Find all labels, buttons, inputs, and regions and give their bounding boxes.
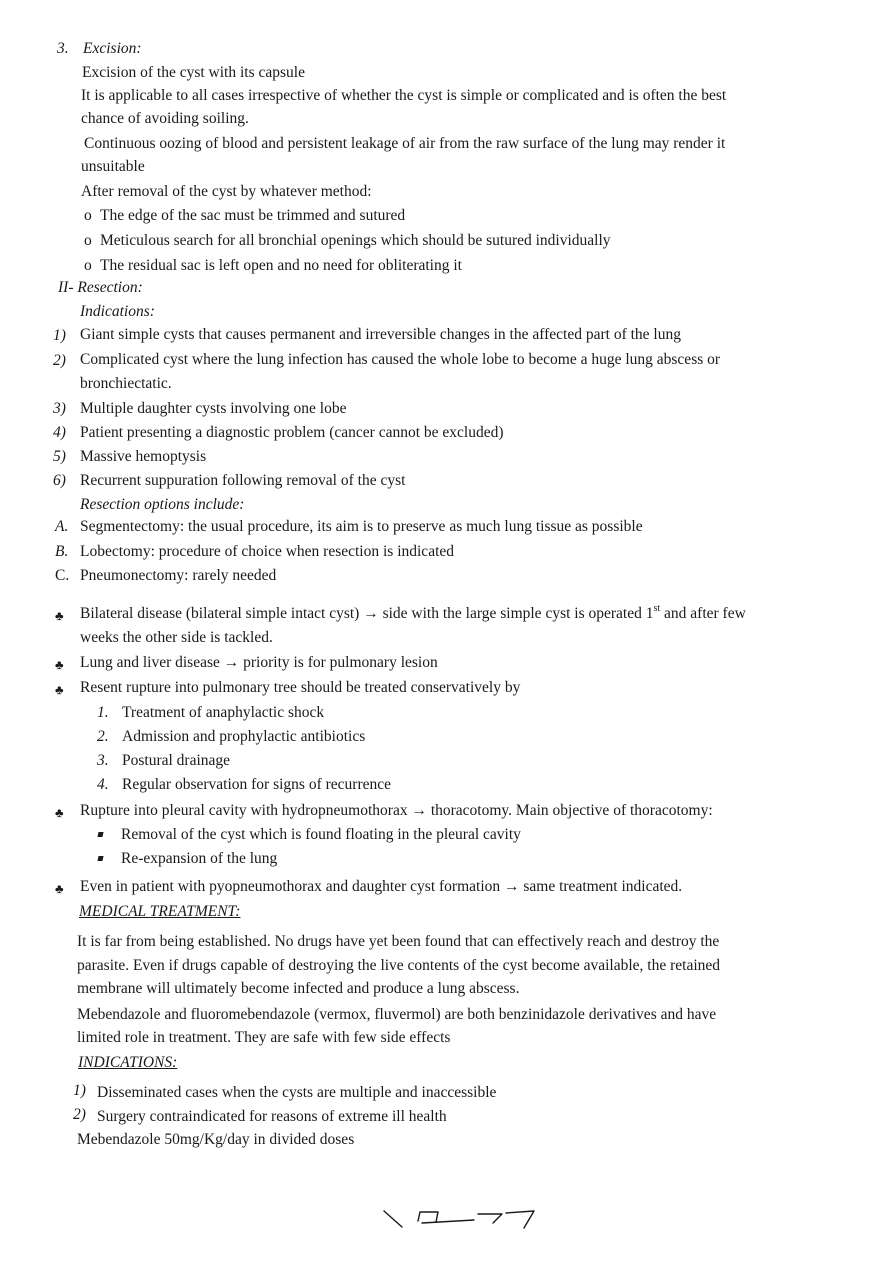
medical-paragraph-line: membrane will ultimately become infected and produce a lung abscess. (77, 980, 520, 997)
conservative-item: Treatment of anaphylactic shock (122, 704, 325, 721)
club-bullet-icon: ♣ (55, 881, 64, 896)
medical-paragraph-line: It is far from being established. No drugs have yet been found that can effectively reach and destroy the (77, 933, 720, 950)
list-number: 3. (97, 752, 109, 769)
club-bullet-icon: ♣ (55, 608, 64, 623)
conservative-item: Admission and prophylactic antibiotics (122, 728, 366, 745)
excision-bullet: The edge of the sac must be trimmed and sutured (100, 207, 406, 224)
resection-option: Lobectomy: procedure of choice when resection is indicated (80, 543, 455, 560)
thoracotomy-item: Re-expansion of the lung (121, 850, 278, 867)
medical-paragraph-line: parasite. Even if drugs capable of destroying the live contents of the cyst become available, the retained (77, 957, 721, 974)
list-number: 2) (53, 352, 66, 369)
list-number: 1) (73, 1082, 86, 1099)
list-number: 1. (97, 704, 109, 721)
list-number: 2. (97, 728, 109, 745)
resection-option: Segmentectomy: the usual procedure, its aim is to preserve as much lung tissue as possible (80, 518, 643, 535)
note-pyopneumothorax: Even in patient with pyopneumothorax and daughter cyst formation → same treatment indicated. (80, 878, 683, 895)
excision-line-1: Excision of the cyst with its capsule (82, 64, 305, 81)
thoracotomy-item: Removal of the cyst which is found floating in the pleural cavity (121, 826, 521, 843)
medical-paragraph-line: limited role in treatment. They are safe with few side effects (77, 1029, 451, 1046)
resection-option: Pneumonectomy: rarely needed (80, 567, 277, 584)
note-rupture-tree: Resent rupture into pulmonary tree should be treated conservatively by (80, 679, 521, 696)
section-number: 3. (57, 40, 69, 57)
medical-indication-item: Disseminated cases when the cysts are multiple and inaccessible (97, 1084, 497, 1101)
excision-line-4: Continuous oozing of blood and persistent leakage of air from the raw surface of the lung may render it (84, 135, 726, 152)
option-letter: A. (55, 518, 69, 535)
list-number: 3) (53, 400, 66, 417)
note-bilateral-tail: and after few (660, 605, 746, 622)
medical-indications-heading: INDICATIONS: (78, 1054, 178, 1071)
conservative-item: Regular observation for signs of recurrence (122, 776, 391, 793)
indications-heading: Indications: (80, 303, 155, 320)
excision-line-6: After removal of the cyst by whatever method: (81, 183, 372, 200)
excision-bullet: Meticulous search for all bronchial openings which should be sutured individually (100, 232, 611, 249)
option-letter: B. (55, 543, 69, 560)
superscript: st (653, 603, 661, 614)
indication-item: Complicated cyst where the lung infection has caused the whole lobe to become a huge lung abscess or (80, 351, 721, 368)
medical-indication-item: Surgery contraindicated for reasons of extreme ill health (97, 1108, 447, 1125)
excision-bullet: The residual sac is left open and no need for obliterating it (100, 257, 462, 274)
indication-item: Recurrent suppuration following removal of the cyst (80, 472, 406, 489)
list-number: 4) (53, 424, 66, 441)
club-bullet-icon: ♣ (55, 657, 64, 672)
resection-options-heading: Resection options include: (80, 496, 245, 513)
note-rupture-pleural: Rupture into pleural cavity with hydropneumothorax → thoracotomy. Main objective of thoracotomy: (80, 802, 713, 819)
club-bullet-icon: ♣ (55, 805, 64, 820)
option-letter: C. (55, 567, 70, 584)
hollow-bullet-icon: o (84, 257, 92, 274)
conservative-item: Postural drainage (122, 752, 231, 769)
hollow-bullet-icon: o (84, 207, 92, 224)
indication-item-continuation: bronchiectatic. (80, 375, 172, 392)
note-bilateral-continuation: weeks the other side is tackled. (80, 629, 273, 646)
note-bilateral (80, 602, 746, 625)
medical-treatment-heading: MEDICAL TREATMENT: (79, 903, 241, 920)
list-number: 4. (97, 776, 109, 793)
list-number: 2) (73, 1106, 86, 1123)
excision-heading: Excision: (83, 40, 142, 57)
indication-item: Multiple daughter cysts involving one lobe (80, 400, 347, 417)
medical-paragraph-line: Mebendazole and fluoromebendazole (vermox, fluvermol) are both benzinidazole derivatives and have (77, 1006, 717, 1023)
excision-line-2: It is applicable to all cases irrespective of whether the cyst is simple or complicated and is often the best (81, 87, 727, 104)
club-bullet-icon: ♣ (55, 682, 64, 697)
indication-item: Patient presenting a diagnostic problem (cancer cannot be excluded) (80, 424, 504, 441)
medical-dose: Mebendazole 50mg/Kg/day in divided doses (77, 1131, 355, 1148)
note-bilateral-text: Bilateral disease (bilateral simple intact cyst) → side with the large simple cyst is operated 1 (80, 605, 654, 622)
resection-heading: II- Resection: (58, 279, 143, 296)
list-number: 1) (53, 327, 66, 344)
list-number: 6) (53, 472, 66, 489)
list-number: 5) (53, 448, 66, 465)
hollow-bullet-icon: o (84, 232, 92, 249)
footer-scribble-icon (380, 1203, 540, 1235)
square-bullet-icon (97, 832, 103, 837)
excision-line-5: unsuitable (81, 158, 145, 175)
note-lung-liver: Lung and liver disease → priority is for pulmonary lesion (80, 654, 438, 671)
square-bullet-icon (97, 856, 103, 861)
excision-line-3: chance of avoiding soiling. (81, 110, 249, 127)
indication-item: Massive hemoptysis (80, 448, 207, 465)
indication-item: Giant simple cysts that causes permanent and irreversible changes in the affected part of the lung (80, 326, 681, 343)
